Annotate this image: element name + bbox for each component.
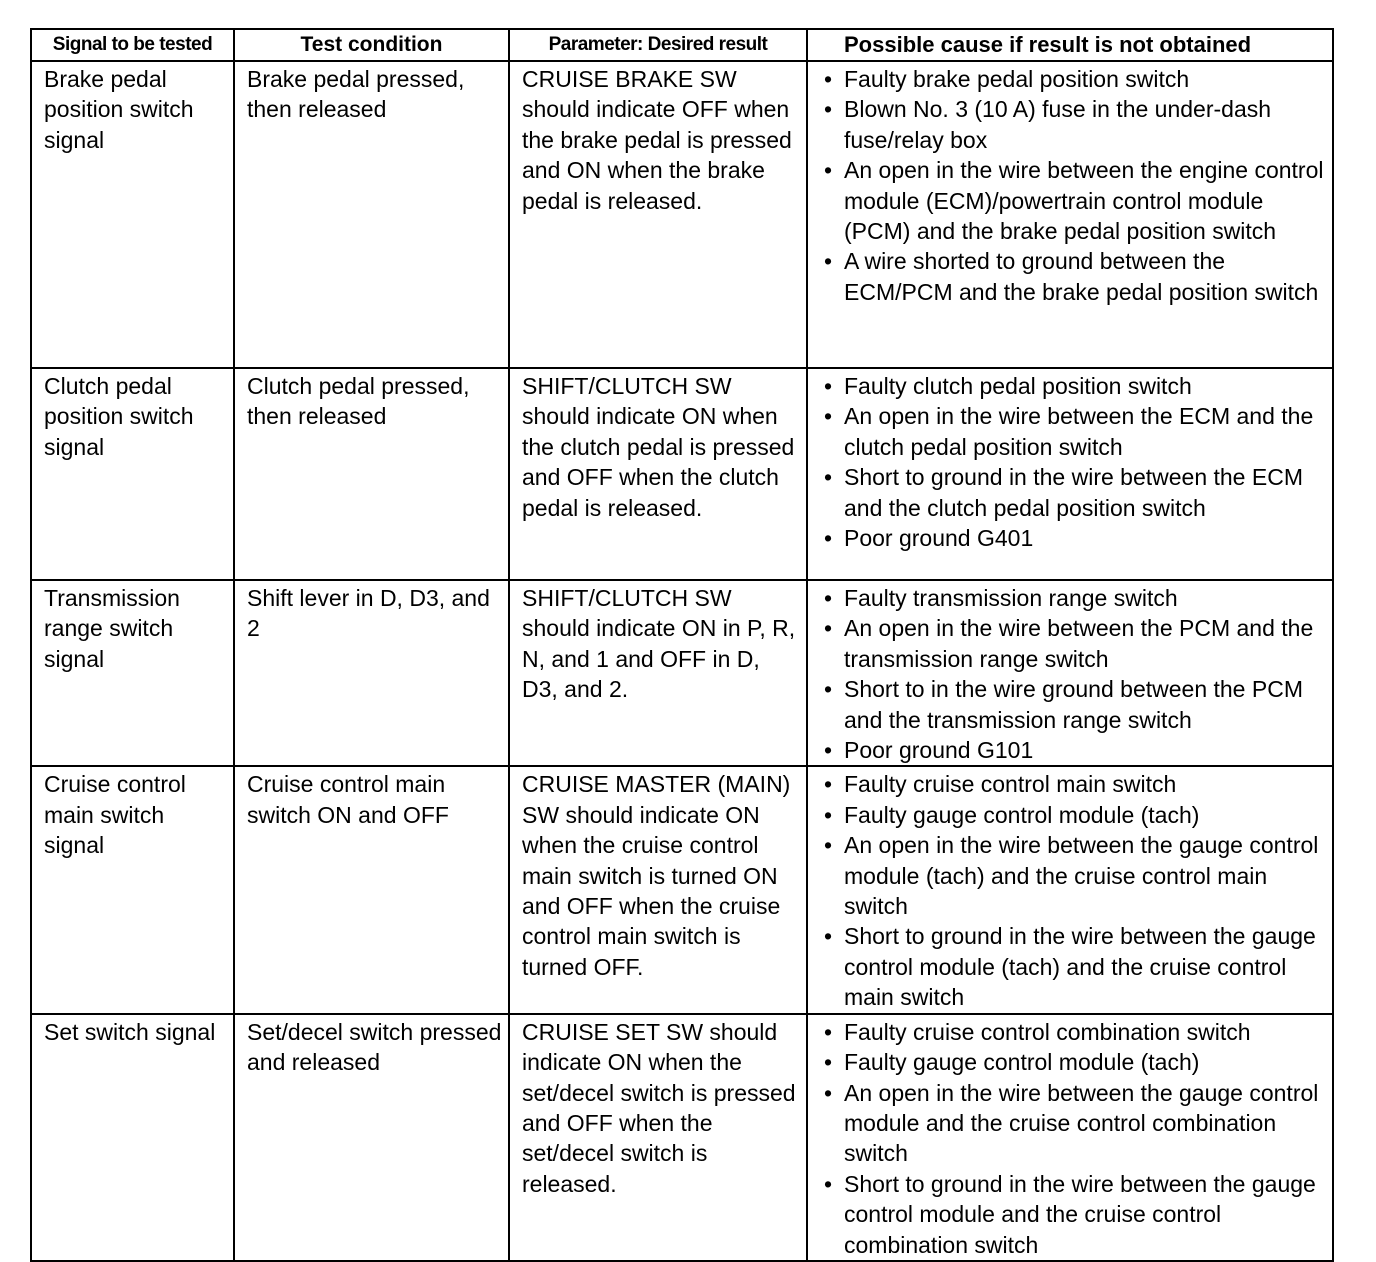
bullet-icon: • xyxy=(824,248,833,275)
cause-item xyxy=(822,401,1326,462)
cause-item xyxy=(822,613,1326,674)
header-condition: Test condition xyxy=(234,29,509,61)
condition-cell xyxy=(234,368,509,580)
bullet-icon: • xyxy=(824,464,833,491)
cause-item xyxy=(822,830,1326,921)
bullet-icon: • xyxy=(824,373,833,399)
parameter-cell xyxy=(509,766,807,1013)
cause-item xyxy=(822,921,1326,1012)
condition-cell xyxy=(234,61,509,368)
signal-cell xyxy=(31,61,234,368)
bullet-icon: • xyxy=(824,923,833,950)
cause-item xyxy=(822,1169,1326,1260)
parameter-text: SHIFT/CLUTCH SW should indicate ON when the clutch pedal is pressed and OFF when the clutch pedal is released. xyxy=(522,373,795,521)
bullet-icon: • xyxy=(824,771,833,798)
causes-cell xyxy=(807,368,1333,580)
cause-text: An open in the wire between the gauge control module (tach) and the cruise control main switch xyxy=(844,832,1319,920)
condition-text: Set/decel switch pressed and released xyxy=(247,1018,502,1076)
condition-text: Clutch pedal pressed, then released xyxy=(247,373,470,430)
parameter-text: CRUISE SET SW should indicate ON when the set/decel switch is pressed and OFF when the set/decel switch is released. xyxy=(522,1018,796,1197)
cause-text: Blown No. 3 (10 A) fuse in the under-dash fuse/relay box xyxy=(844,96,1272,153)
cause-item xyxy=(822,1047,1326,1077)
table-row xyxy=(31,580,1333,766)
bullet-icon: • xyxy=(824,525,833,552)
cause-item xyxy=(822,1078,1326,1169)
cause-item xyxy=(822,1017,1326,1047)
table-row xyxy=(31,368,1333,580)
causes-list xyxy=(808,62,1332,307)
cause-text: Faulty gauge control module (tach) xyxy=(844,1049,1200,1076)
cause-text: Faulty gauge control module (tach) xyxy=(844,801,1200,828)
bullet-icon: • xyxy=(824,96,833,123)
cause-item xyxy=(822,371,1326,401)
bullet-icon: • xyxy=(824,615,833,642)
causes-list xyxy=(808,767,1332,1012)
parameter-text: CRUISE MASTER (MAIN) SW should indicate ON when the cruise control main switch is turned ON and OFF when the cruise control main switch is turned OFF. xyxy=(522,771,791,980)
header-signal: Signal to be tested xyxy=(31,29,234,61)
causes-cell xyxy=(807,580,1333,766)
condition-cell xyxy=(234,766,509,1013)
cause-text: Faulty cruise control main switch xyxy=(844,771,1177,798)
bullet-icon: • xyxy=(824,1170,833,1197)
parameter-text: SHIFT/CLUTCH SW should indicate ON in P, R, N, and 1 and OFF in D, D3, and 2. xyxy=(522,585,796,703)
cause-item xyxy=(822,94,1326,155)
signal-cell xyxy=(31,766,234,1013)
signal-text: Set switch signal xyxy=(44,1018,216,1045)
bullet-icon: • xyxy=(824,157,833,184)
signal-cell xyxy=(31,1014,234,1261)
cause-text: Faulty brake pedal position switch xyxy=(844,66,1190,92)
cause-item xyxy=(822,523,1326,553)
cause-item xyxy=(822,674,1326,735)
causes-list xyxy=(808,581,1332,765)
parameter-cell xyxy=(509,368,807,580)
cause-item xyxy=(822,155,1326,246)
diagnostic-table xyxy=(30,28,1334,1262)
cause-text: An open in the wire between the PCM and the transmission range switch xyxy=(844,615,1314,672)
signal-cell xyxy=(31,368,234,580)
cause-text: Poor ground G101 xyxy=(844,737,1034,764)
cause-text: Faulty cruise control combination switch xyxy=(844,1018,1251,1045)
bullet-icon: • xyxy=(824,801,833,828)
cause-text: An open in the wire between the engine control module (ECM)/powertrain control module (PCM) and the brake pedal position switch xyxy=(844,157,1324,245)
condition-text: Brake pedal pressed, then released xyxy=(247,66,465,123)
cause-text: Short to in the wire ground between the PCM and the transmission range switch xyxy=(844,676,1303,733)
parameter-cell xyxy=(509,61,807,368)
parameter-cell xyxy=(509,1014,807,1261)
cause-text: Short to ground in the wire between the gauge control module and the cruise control combination switch xyxy=(844,1170,1316,1258)
bullet-icon: • xyxy=(824,1049,833,1076)
bullet-icon: • xyxy=(824,585,833,611)
bullet-icon: • xyxy=(824,403,833,430)
table-row xyxy=(31,1014,1333,1261)
causes-cell xyxy=(807,1014,1333,1261)
condition-cell xyxy=(234,1014,509,1261)
bullet-icon: • xyxy=(824,832,833,859)
condition-text: Shift lever in D, D3, and 2 xyxy=(247,585,490,642)
cause-text: Short to ground in the wire between the gauge control module (tach) and the cruise control main switch xyxy=(844,923,1316,1011)
cause-text: Faulty transmission range switch xyxy=(844,585,1178,611)
cause-text: An open in the wire between the ECM and the clutch pedal position switch xyxy=(844,403,1314,460)
cause-item xyxy=(822,583,1326,613)
cause-text: A wire shorted to ground between the ECM/PCM and the brake pedal position switch xyxy=(844,248,1319,305)
condition-text: Cruise control main switch ON and OFF xyxy=(247,771,449,828)
causes-list xyxy=(808,1015,1332,1260)
cause-item xyxy=(822,735,1326,765)
cause-item xyxy=(822,246,1326,307)
signal-text: Transmission range switch signal xyxy=(44,585,180,672)
condition-cell xyxy=(234,580,509,766)
signal-text: Brake pedal position switch signal xyxy=(44,66,194,153)
cause-item xyxy=(822,769,1326,799)
signal-text: Clutch pedal position switch signal xyxy=(44,373,194,460)
parameter-cell xyxy=(509,580,807,766)
causes-cell xyxy=(807,766,1333,1013)
signal-text: Cruise control main switch signal xyxy=(44,771,186,859)
bullet-icon: • xyxy=(824,66,833,92)
cause-text: Poor ground G401 xyxy=(844,525,1034,552)
causes-cell xyxy=(807,61,1333,368)
table-row xyxy=(31,61,1333,368)
cause-text: Faulty clutch pedal position switch xyxy=(844,373,1192,399)
bullet-icon: • xyxy=(824,1079,833,1106)
header-causes: Possible cause if result is not obtained xyxy=(807,29,1333,61)
signal-cell xyxy=(31,580,234,766)
bullet-icon: • xyxy=(824,1018,833,1045)
bullet-icon: • xyxy=(824,737,833,764)
bullet-icon: • xyxy=(824,676,833,703)
cause-text: Short to ground in the wire between the ECM and the clutch pedal position switch xyxy=(844,464,1303,521)
cause-text: An open in the wire between the gauge control module and the cruise control combination switch xyxy=(844,1079,1319,1167)
cause-item xyxy=(822,462,1326,523)
cause-item xyxy=(822,64,1326,94)
table-row xyxy=(31,766,1333,1013)
header-row xyxy=(31,29,1333,61)
header-parameter: Parameter: Desired result xyxy=(509,29,807,61)
causes-list xyxy=(808,369,1332,553)
parameter-text: CRUISE BRAKE SW should indicate OFF when the brake pedal is pressed and ON when the brake pedal is released. xyxy=(522,66,792,214)
cause-item xyxy=(822,800,1326,830)
